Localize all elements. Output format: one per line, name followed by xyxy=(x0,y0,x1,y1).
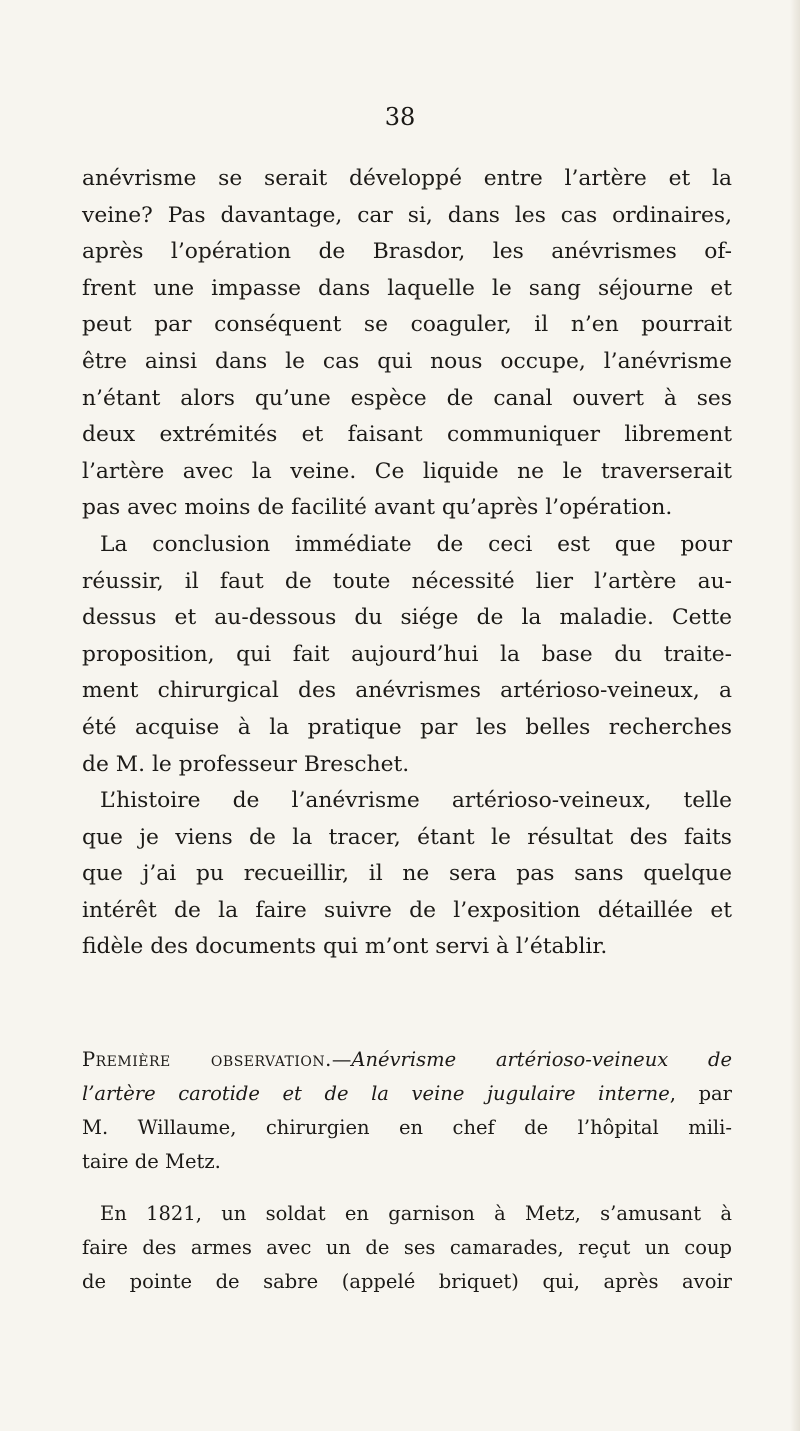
text-line: peut par conséquent se coaguler, il n’en pourrait xyxy=(82,312,732,338)
text-line: intérêt de la faire suivre de l’exposition détaillée et xyxy=(82,897,732,923)
text-line: frent une impasse dans laquelle le sang séjourne et xyxy=(82,275,732,301)
observation-title: Anévrisme artérioso-veineux de xyxy=(351,1048,732,1071)
text-line: l’artère avec la veine. Ce liquide ne le traverserait xyxy=(82,458,732,484)
text-line: dessus et au-dessous du siége de la maladie. Cette xyxy=(82,605,732,631)
observation-dash: — xyxy=(331,1048,352,1071)
observation-body-line: de pointe de sabre (appelé briquet) qui, après avoir xyxy=(82,1270,732,1293)
text-line: après l’opération de Brasdor, les anévrismes of- xyxy=(82,239,732,265)
observation-body-line: faire des armes avec un de ses camarades, reçut un coup xyxy=(82,1236,732,1259)
main-text-block xyxy=(82,161,732,966)
text-line: être ainsi dans le cas qui nous occupe, l’anévrisme xyxy=(82,348,732,374)
text-line: La conclusion immédiate de ceci est que pour xyxy=(100,531,732,557)
text-line: ment chirurgical des anévrismes artérioso-veineux, a xyxy=(82,678,732,704)
observation-title-rest: , par xyxy=(669,1082,732,1105)
observation-author-line: taire de Metz. xyxy=(82,1150,221,1173)
observation-author-line: M. Willaume, chirurgien en chef de l’hôpital mili- xyxy=(82,1116,732,1139)
observation-heading-line xyxy=(82,1077,732,1111)
text-line: réussir, il faut de toute nécessité lier l’artère au- xyxy=(82,568,732,594)
text-line: de M. le professeur Breschet. xyxy=(82,751,410,777)
text-line: deux extrémités et faisant communiquer librement xyxy=(82,422,732,448)
observation-label: Première observation. xyxy=(82,1048,332,1071)
observation-block xyxy=(82,1043,732,1299)
text-line: veine? Pas davantage, car si, dans les cas ordinaires, xyxy=(82,202,732,228)
text-line: été acquise à la pratique par les belles recherches xyxy=(82,714,732,740)
text-line: L’histoire de l’anévrisme artérioso-veineux, telle xyxy=(100,788,732,814)
text-line: que je viens de la tracer, étant le résultat des faits xyxy=(82,824,732,850)
observation-body-line: En 1821, un soldat en garnison à Metz, s’amusant à xyxy=(100,1202,732,1225)
page-number: 38 xyxy=(384,103,416,131)
text-line: fidèle des documents qui m’ont servi à l’établir. xyxy=(82,934,608,960)
text-line: pas avec moins de facilité avant qu’après l’opération. xyxy=(82,495,673,521)
text-line: que j’ai pu recueillir, il ne sera pas sans quelque xyxy=(82,861,732,887)
text-line: proposition, qui fait aujourd’hui la base du traite- xyxy=(82,641,732,667)
observation-heading-line xyxy=(82,1043,732,1077)
text-line: n’étant alors qu’une espèce de canal ouvert à ses xyxy=(82,385,732,411)
page-edge-shadow xyxy=(790,0,800,1431)
observation-title-cont: l’artère carotide et de la veine jugulaire interne xyxy=(82,1082,670,1105)
text-line: anévrisme se serait développé entre l’artère et la xyxy=(82,166,732,191)
